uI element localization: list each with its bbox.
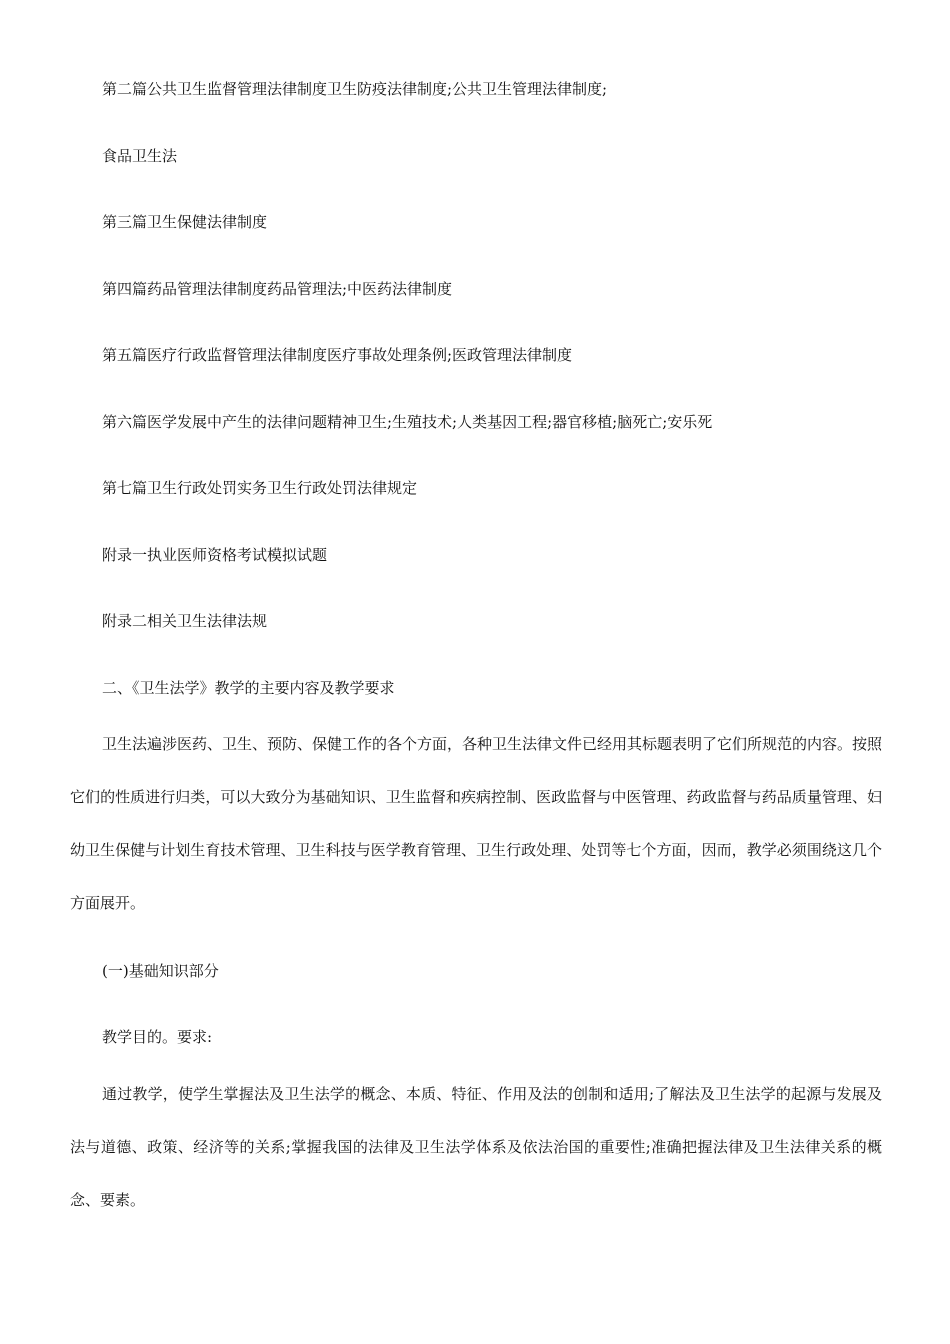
toc-part-4: 第四篇药品管理法律制度药品管理法;中医药法律制度 bbox=[102, 280, 453, 298]
section-heading-2: 二、《卫生法学》教学的主要内容及教学要求 bbox=[102, 679, 395, 697]
toc-appendix-1: 附录一执业医师资格考试模拟试题 bbox=[102, 546, 328, 564]
toc-part-7: 第七篇卫生行政处罚实务卫生行政处罚法律规定 bbox=[102, 479, 418, 497]
toc-food-hygiene-law: 食品卫生法 bbox=[102, 147, 178, 165]
toc-part-2: 第二篇公共卫生监督管理法律制度卫生防疫法律制度;公共卫生管理法律制度; bbox=[102, 80, 608, 98]
toc-appendix-2: 附录二相关卫生法律法规 bbox=[102, 612, 268, 630]
subsection-heading: (一)基础知识部分 bbox=[102, 962, 219, 980]
teaching-goals-label: 教学目的。要求: bbox=[102, 1028, 213, 1046]
teaching-goals-paragraph: 通过教学，使学生掌握法及卫生法学的概念、本质、特征、作用及法的创制和适用;了解法及卫生法学的起源与发展及法与道德、政策、经济等的关系;掌握我国的法律及卫生法学体系及依法治国的重要性;准确把握法律及卫生法律关系的概念、要素。 bbox=[70, 1085, 882, 1209]
intro-paragraph: 卫生法遍涉医药、卫生、预防、保健工作的各个方面，各种卫生法律文件已经用其标题表明了它们所规范的内容。按照它们的性质进行归类，可以大致分为基础知识、卫生监督和疾病控制、医政监督与中医管理、药政监督与药品质量管理、妇幼卫生保健与计划生育技术管理、卫生科技与医学教育管理、卫生行政处理、处罚等七个方面，因而，教学必须围绕这几个方面展开。 bbox=[70, 735, 883, 912]
toc-part-5: 第五篇医疗行政监督管理法律制度医疗事故处理条例;医政管理法律制度 bbox=[102, 346, 573, 364]
toc-part-6: 第六篇医学发展中产生的法律问题精神卫生;生殖技术;人类基因工程;器官移植;脑死亡;安乐死 bbox=[102, 413, 713, 431]
toc-part-3: 第三篇卫生保健法律制度 bbox=[102, 213, 268, 231]
